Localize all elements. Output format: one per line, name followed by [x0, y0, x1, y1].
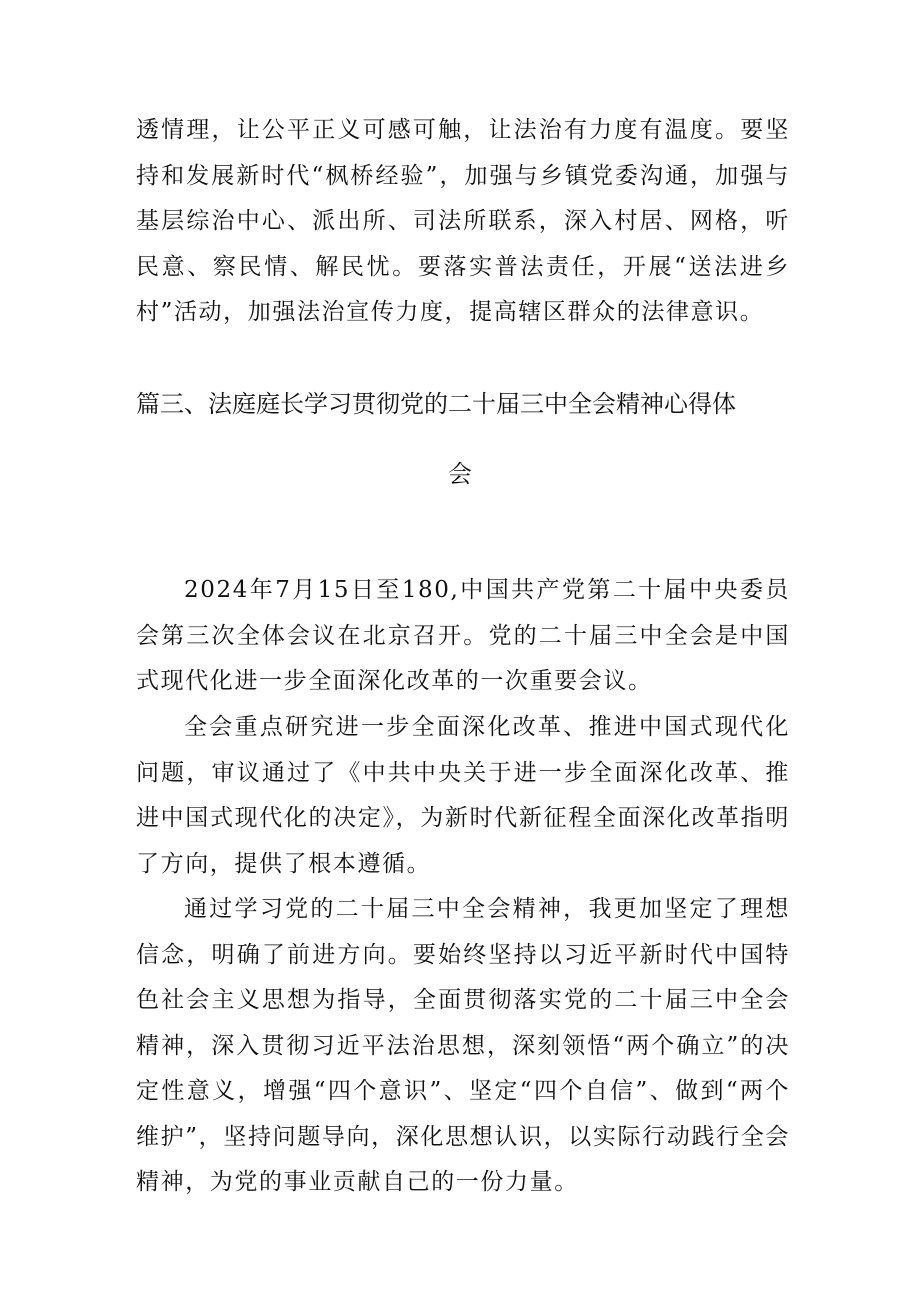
body-paragraph-1: 2024年7月15日至180,中国共产党第二十届中央委员会第三次全体会议在北京召开。党的二十届三中全会是中国式现代化进一步全面深化改革的一次重要会议。	[136, 577, 790, 694]
continued-paragraph: 透情理，让公平正义可感可触，让法治有力度有温度。要坚持和发展新时代“枫桥经验”，加强与乡镇党委沟通，加强与基层综治中心、派出所、司法所联系，深入村居、网格，听民意、察民情、解民忧。要落实普法责任，开展“送法进乡村”活动，加强法治宣传力度，提高辖区群众的法律意识。	[136, 117, 790, 325]
section-title-continuation: 会	[448, 460, 472, 488]
body-paragraph-3: 通过学习党的二十届三中全会精神，我更加坚定了理想信念，明确了前进方向。要始终坚持以习近平新时代中国特色社会主义思想为指导，全面贯彻落实党的二十届三中全会精神，深入贯彻习近平法治思想，深刻领悟“两个确立”的决定性意义，增强“四个意识”、坚定“四个自信”、做到“两个维护”，坚持问题导向，深化思想认识，以实际行动践行全会精神，为党的事业贡献自己的一份力量。	[136, 896, 790, 1195]
section-title: 篇三、法庭庭长学习贯彻党的二十届三中全会精神心得体	[136, 390, 736, 418]
body-paragraph-2: 全会重点研究进一步全面深化改革、推进中国式现代化问题，审议通过了《中共中央关于进一步全面深化改革、推进中国式现代化的决定》，为新时代新征程全面深化改革指明了方向，提供了根本遵循。	[136, 714, 790, 877]
